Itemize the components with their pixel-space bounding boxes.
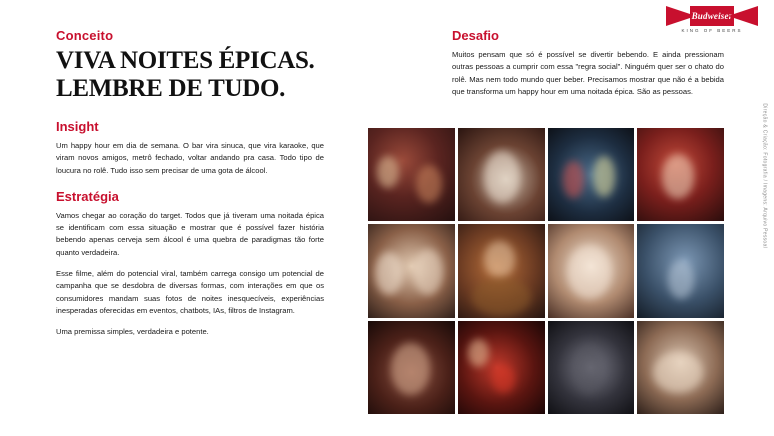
page-title: [56, 47, 324, 103]
left-column: [56, 28, 324, 348]
headline-line-1: VIVA NOITES ÉPICAS.: [56, 47, 315, 74]
photo-grid: [368, 128, 724, 414]
photo-party-red: [637, 128, 724, 221]
photo-group-neon: [548, 128, 635, 221]
estrategia-paragraph-1: Vamos chegar ao coração do target. Todos que já tiveram uma noitada épica se identificam com essa situação e mostrar que é possível fazer história bebendo apenas cerveja sem álcool é uma quebra de paradigmas tão forte quanto verdadeira.: [56, 210, 324, 257]
photo-dancing-pair: [458, 128, 545, 221]
photo-sleeping-couch: [637, 321, 724, 414]
photo-friends-selfie: [368, 224, 455, 317]
headline-line-2: LEMBRE DE TUDO.: [56, 75, 286, 102]
desafio-text: Muitos pensam que só é possível se divertir bebendo. E ainda pressionam outras pessoas a cumprir com essa "regra social". Ninguém quer ser o chato do rolê. Mas nem todo mundo quer beber. Precisamos mostrar que não é a bebida que transforma um happy hour em uma noitada épica. São as pessoas.: [452, 50, 724, 96]
photo-bar-crowd: [368, 128, 455, 221]
photo-close-portrait: [368, 321, 455, 414]
credit-text: Direção & Criação: Fotografia / Imagens: Arquivo Pessoal: [762, 103, 768, 248]
estrategia-paragraph-2: Esse filme, além do potencial viral, também carrega consigo um potencial de campanha que se desdobra de diversas formas, com interações em que os consumidores mandam suas fotos de noites inesquecíveis, experiências inesperadas oferecidas em eventos, chatbots, IAs, filtros de Instagram.: [56, 269, 324, 315]
insight-block: [56, 119, 324, 177]
logo-center: [690, 6, 734, 26]
photo-red-balloon: [458, 321, 545, 414]
conceito-kicker: Conceito: [56, 28, 114, 43]
right-column: [452, 28, 724, 98]
logo-wordmark: Budweiser: [691, 11, 733, 21]
desafio-title: Desafio: [452, 28, 499, 43]
logo-subtitle: KING OF BEERS: [681, 28, 743, 33]
estrategia-paragraph-3: Uma premissa simples, verdadeira e potente.: [56, 327, 209, 337]
photo-man-sweater: [458, 224, 545, 317]
estrategia-block: [56, 189, 324, 339]
photo-hand-face: [548, 224, 635, 317]
insight-title: Insight: [56, 119, 99, 134]
photo-night-street: [637, 224, 724, 317]
photo-dark-figures: [548, 321, 635, 414]
insight-text: Um happy hour em dia de semana. O bar vira sinuca, que vira karaoke, que viram novos amigos, metrô fechado, voltar andando pra casa. Todo tipo de loucura no rolê. Tudo isso sem precisar de uma gota de álcool.: [56, 141, 324, 175]
estrategia-title: Estratégia: [56, 188, 119, 204]
bowtie-shape: [666, 6, 758, 26]
